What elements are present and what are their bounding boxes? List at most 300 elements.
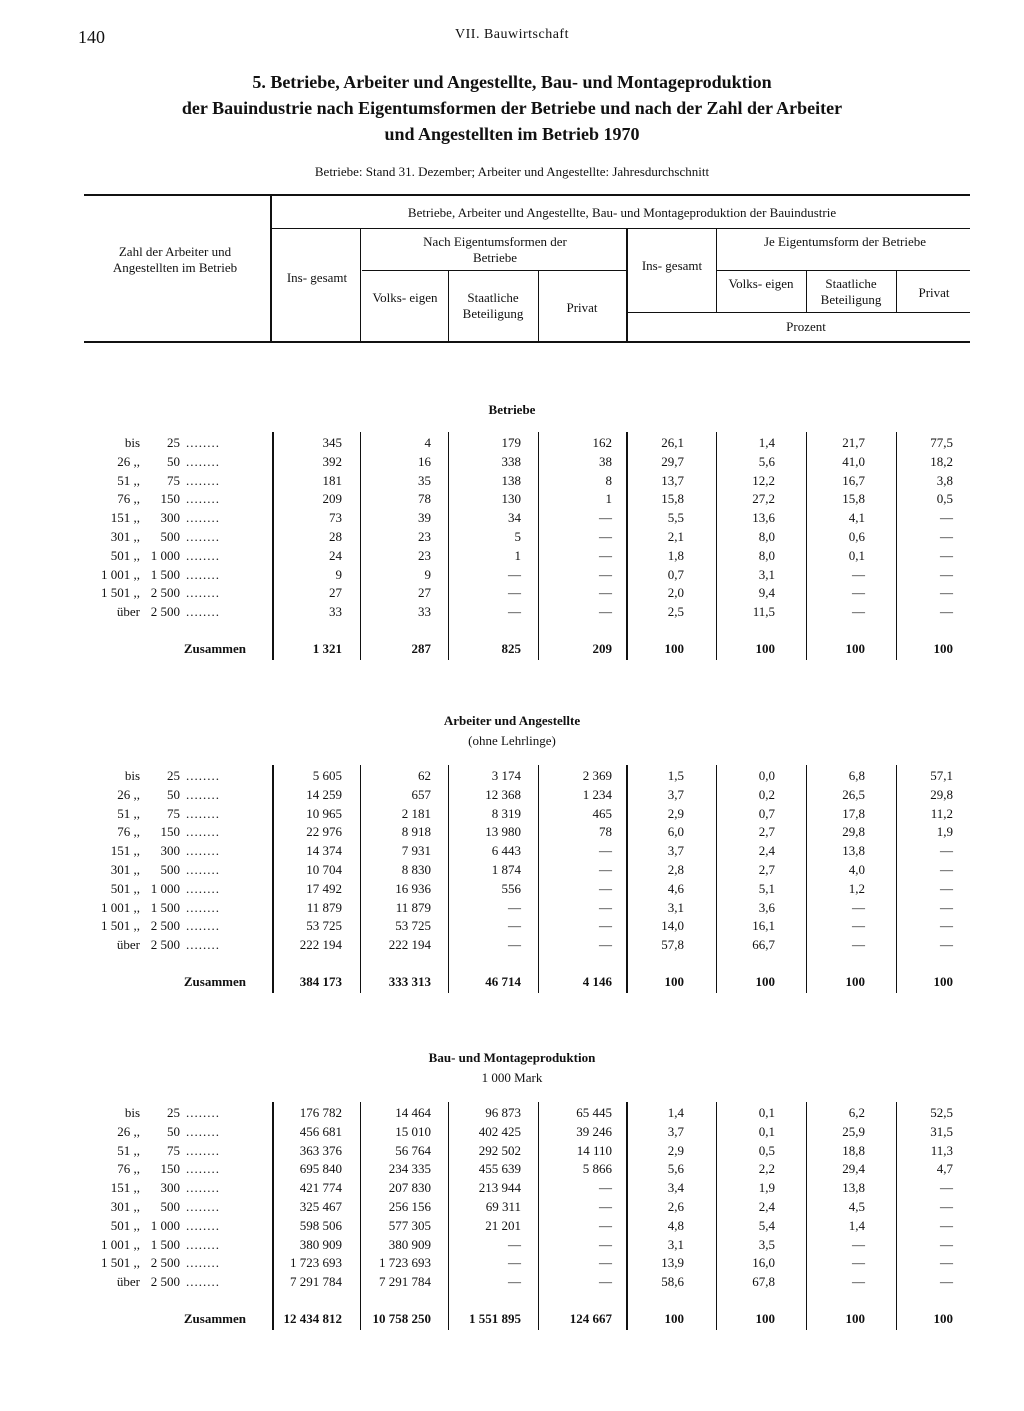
table-cell: 4 (424, 435, 431, 450)
row-label-to: 500 (160, 1199, 180, 1214)
table-cell: 1 723 693 (379, 1255, 431, 1271)
row-label-from: 1 001 ,, (101, 1236, 140, 1252)
table-cell: 0,6 (848, 529, 865, 544)
column-divider (272, 1102, 274, 1330)
table-cell: 695 840 (299, 1161, 342, 1177)
table-cell: 5 866 (582, 1161, 612, 1177)
table-cell: 21,7 (842, 435, 865, 450)
table-cell: 1,4 (758, 435, 775, 450)
row-label-to: 500 (160, 529, 180, 544)
table-row (0, 434, 1024, 452)
column-divider (360, 1102, 361, 1330)
table-cell: — (940, 1236, 953, 1252)
table-row (0, 1123, 1024, 1141)
table-cell: 28 (329, 529, 342, 544)
table-cell: — (508, 1236, 521, 1252)
table-cell: 3,1 (667, 899, 684, 915)
table-cell: 4,7 (936, 1161, 953, 1177)
table-cell: 0,2 (758, 786, 775, 802)
table-row (0, 1179, 1024, 1197)
table-cell: 209 (322, 491, 342, 507)
stub-header: Zahl der Arbeiter und Angestellten im Betrieb (112, 244, 238, 275)
row-label-to: 1 500 (150, 566, 180, 582)
total-cell: 100 (845, 641, 865, 656)
leader-dots: ........ (186, 1274, 220, 1290)
column-divider (360, 765, 361, 993)
leader-dots: ........ (186, 1180, 220, 1196)
table-cell: 3,7 (667, 786, 684, 802)
total-row (0, 973, 1024, 991)
table-cell: 21 201 (485, 1217, 521, 1233)
table-cell: 13,7 (661, 472, 684, 488)
table-cell: 18,8 (842, 1142, 865, 1158)
row-label-from: 1 501 ,, (101, 585, 140, 601)
header-divider (806, 270, 807, 312)
table-cell: 33 (418, 604, 431, 620)
table-cell: 15,8 (661, 491, 684, 507)
running-header: VII. Bauwirtschaft (455, 27, 569, 42)
prozent-rule (628, 312, 970, 313)
table-cell: 2,0 (667, 585, 684, 601)
table-cell: 455 639 (478, 1161, 521, 1177)
page-number: 140 (78, 27, 105, 47)
table-cell: 2 181 (401, 805, 431, 821)
table-cell: 33 (329, 604, 342, 620)
table-cell: 57,1 (930, 768, 953, 783)
column-divider (272, 765, 274, 993)
table-cell: 402 425 (478, 1123, 521, 1139)
table-cell: 5,1 (758, 880, 775, 896)
table-cell: 29,8 (930, 786, 953, 802)
col-volkseigen: Volks- eigen (372, 290, 438, 305)
column-divider (538, 432, 539, 660)
row-label-to: 150 (160, 1161, 180, 1177)
table-cell: 78 (418, 491, 431, 507)
row-label-from: 301 ,, (110, 862, 140, 877)
table-cell: 22 976 (306, 824, 342, 840)
table-cell: — (940, 547, 953, 563)
table-cell: 5,6 (667, 1161, 684, 1177)
table-cell: 7 931 (401, 843, 431, 859)
table-cell: — (599, 1217, 612, 1233)
row-label-from: bis (124, 435, 140, 450)
leader-dots: ........ (186, 768, 220, 783)
table-cell: — (852, 1255, 865, 1271)
table-cell: 1,4 (848, 1217, 865, 1233)
total-cell: 100 (933, 641, 953, 656)
leader-dots: ........ (186, 472, 220, 488)
row-label-from: 151 ,, (110, 843, 140, 859)
table-cell: 14 110 (576, 1142, 612, 1158)
table-cell: 465 (592, 805, 612, 821)
table-cell: 556 (501, 880, 521, 896)
table-cell: 14 374 (306, 843, 342, 859)
row-label-to: 1 500 (150, 899, 180, 915)
table-cell: 598 506 (299, 1217, 342, 1233)
table-cell: 363 376 (299, 1142, 342, 1158)
table-cell: 0,5 (758, 1142, 775, 1158)
row-label-from: 51 ,, (117, 1142, 140, 1158)
row-label-to: 2 500 (150, 604, 180, 620)
leader-dots: ........ (186, 453, 220, 469)
table-cell: 1 874 (491, 862, 521, 877)
total-cell: 100 (755, 1311, 775, 1326)
table-row (0, 917, 1024, 935)
leader-dots: ........ (186, 491, 220, 507)
leader-dots: ........ (186, 1236, 220, 1252)
table-cell: — (852, 585, 865, 601)
table-cell: — (599, 918, 612, 934)
row-label-to: 25 (167, 768, 180, 783)
header-divider (448, 270, 449, 341)
table-row (0, 528, 1024, 546)
table-cell: 3,1 (758, 566, 775, 582)
total-cell: 46 714 (485, 974, 521, 989)
leader-dots: ........ (186, 585, 220, 601)
table-cell: 15,8 (842, 491, 865, 507)
row-label-to: 75 (167, 472, 180, 488)
table-cell: — (508, 1255, 521, 1271)
leader-dots: ........ (186, 566, 220, 582)
total-cell: 100 (755, 974, 775, 989)
table-cell: 9 (424, 566, 431, 582)
total-cell: 124 667 (569, 1311, 612, 1326)
table-cell: 4,6 (667, 880, 684, 896)
table-cell: 5,5 (667, 510, 684, 526)
total-cell: 384 173 (299, 974, 342, 989)
table-cell: 3,8 (936, 472, 953, 488)
row-label-to: 2 500 (150, 1274, 180, 1290)
table-cell: 13,6 (752, 510, 775, 526)
table-cell: 27 (329, 585, 342, 601)
table-cell: — (599, 1180, 612, 1196)
row-label-to: 2 500 (150, 585, 180, 601)
table-row (0, 1217, 1024, 1235)
total-cell: 825 (501, 641, 521, 656)
leader-dots: ........ (186, 1105, 220, 1120)
table-cell: — (852, 1274, 865, 1290)
row-label-to: 25 (167, 435, 180, 450)
column-divider (716, 432, 717, 660)
row-label-to: 2 500 (150, 937, 180, 953)
leader-dots: ........ (186, 899, 220, 915)
leader-dots: ........ (186, 547, 220, 563)
table-cell: 256 156 (388, 1199, 431, 1214)
table-cell: 65 445 (576, 1105, 612, 1120)
row-label-to: 1 500 (150, 1236, 180, 1252)
column-divider (272, 432, 274, 660)
table-cell: 23 (418, 547, 431, 563)
row-label-to: 500 (160, 862, 180, 877)
row-label-from: 501 ,, (110, 1217, 140, 1233)
total-cell: 100 (755, 641, 775, 656)
table-cell: 222 194 (299, 937, 342, 953)
column-divider (448, 765, 449, 993)
table-cell: 657 (411, 786, 431, 802)
row-label-from: 26 ,, (117, 786, 140, 802)
table-cell: 2 369 (582, 768, 612, 783)
table-cell: 0,7 (667, 566, 684, 582)
table-cell: 29,4 (842, 1161, 865, 1177)
row-label-from: über (116, 1274, 140, 1290)
leader-dots: ........ (186, 786, 220, 802)
table-title-line-3: und Angestellten im Betrieb 1970 (384, 124, 640, 144)
table-cell: 8 918 (401, 824, 431, 840)
table-cell: 4,0 (848, 862, 865, 877)
table-cell: 41,0 (842, 453, 865, 469)
row-label-to: 1 000 (150, 880, 180, 896)
table-cell: 17,8 (842, 805, 865, 821)
table-row (0, 566, 1024, 584)
table-cell: 4,1 (848, 510, 865, 526)
table-cell: 6,2 (848, 1105, 865, 1120)
table-cell: 77,5 (930, 435, 953, 450)
table-cell: 78 (599, 824, 612, 840)
unit-prozent: Prozent (786, 319, 826, 334)
table-title-line-1: 5. Betriebe, Arbeiter und Angestellte, Bau- und Montageproduktion (252, 72, 772, 92)
table-cell: — (940, 937, 953, 953)
table-cell: 2,2 (758, 1161, 775, 1177)
row-label-from: 1 001 ,, (101, 566, 140, 582)
row-label-from: 151 ,, (110, 1180, 140, 1196)
table-cell: — (599, 1274, 612, 1290)
table-cell: 14,0 (661, 918, 684, 934)
table-cell: 0,0 (758, 768, 775, 783)
table-cell: 16,7 (842, 472, 865, 488)
row-label-to: 75 (167, 1142, 180, 1158)
table-cell: — (508, 1274, 521, 1290)
table-cell: 181 (322, 472, 342, 488)
table-cell: — (599, 604, 612, 620)
table-cell: — (508, 937, 521, 953)
total-cell: 100 (664, 974, 684, 989)
table-cell: 10 704 (306, 862, 342, 877)
table-cell: 3,6 (758, 899, 775, 915)
col-group-eigentum: Nach Eigentumsformen der Betriebe (423, 234, 567, 265)
row-label-from: 301 ,, (110, 529, 140, 544)
row-label-from: 51 ,, (117, 805, 140, 821)
table-cell: 2,1 (667, 529, 684, 544)
table-cell: 380 909 (388, 1236, 431, 1252)
table-cell: — (940, 1274, 953, 1290)
total-label: Zusammen (183, 1311, 246, 1326)
table-cell: — (852, 1236, 865, 1252)
table-cell: 11 879 (395, 899, 431, 915)
total-cell: 100 (933, 974, 953, 989)
section-note: (ohne Lehrlinge) (468, 733, 556, 748)
row-label-from: 501 ,, (110, 880, 140, 896)
table-cell: — (599, 529, 612, 544)
table-cell: 23 (418, 529, 431, 544)
table-cell: 5 (514, 529, 521, 544)
table-cell: 13,8 (842, 843, 865, 859)
table-cell: — (508, 585, 521, 601)
table-cell: 6 443 (491, 843, 521, 859)
table-cell: 39 (418, 510, 431, 526)
column-divider (538, 765, 539, 993)
table-cell: 16 936 (395, 880, 431, 896)
table-cell: 8,0 (758, 547, 775, 563)
table-cell: 1,5 (667, 768, 684, 783)
table-cell: — (852, 937, 865, 953)
table-cell: 5,6 (758, 453, 775, 469)
table-cell: 11,2 (930, 805, 953, 821)
row-label-from: 26 ,, (117, 1123, 140, 1139)
row-label-from: bis (124, 1105, 140, 1120)
eig-rule (362, 270, 626, 271)
total-cell: 100 (845, 974, 865, 989)
table-cell: — (940, 1217, 953, 1233)
table-cell: 3,7 (667, 1123, 684, 1139)
table-cell: — (940, 585, 953, 601)
row-label-from: 151 ,, (110, 510, 140, 526)
table-cell: — (852, 918, 865, 934)
section-title: Betriebe (488, 402, 536, 417)
table-cell: 38 (599, 453, 612, 469)
section-title: Bau- und Montageproduktion (428, 1050, 596, 1065)
table-row (0, 899, 1024, 917)
table-cell: 1,8 (667, 547, 684, 563)
total-cell: 12 434 812 (283, 1311, 342, 1326)
leader-dots: ........ (186, 1142, 220, 1158)
row-label-from: 76 ,, (117, 824, 140, 840)
table-cell: 2,7 (758, 824, 775, 840)
table-cell: 8 830 (401, 862, 431, 877)
table-cell: 6,8 (848, 768, 865, 783)
total-cell: 1 321 (312, 641, 342, 656)
total-row (0, 640, 1024, 658)
table-cell: 213 944 (478, 1180, 521, 1196)
column-divider (896, 765, 897, 993)
leader-dots: ........ (186, 824, 220, 840)
table-cell: — (940, 604, 953, 620)
table-cell: 12,2 (752, 472, 775, 488)
row-label-to: 50 (167, 786, 180, 802)
table-cell: 2,7 (758, 862, 775, 877)
table-row (0, 767, 1024, 785)
table-cell: 0,1 (758, 1123, 775, 1139)
table-cell: 11,5 (752, 604, 775, 620)
row-label-from: bis (124, 768, 140, 783)
table-cell: 456 681 (299, 1123, 342, 1139)
table-cell: — (599, 862, 612, 877)
row-label-to: 150 (160, 824, 180, 840)
table-cell: 5,4 (758, 1217, 775, 1233)
row-label-to: 1 000 (150, 1217, 180, 1233)
table-subtitle: Betriebe: Stand 31. Dezember; Arbeiter und Angestellte: Jahresdurchschnitt (314, 164, 710, 179)
column-divider (360, 432, 361, 660)
total-cell: 100 (933, 1311, 953, 1326)
table-cell: — (599, 937, 612, 953)
leader-dots: ........ (186, 435, 220, 450)
table-cell: 27 (418, 585, 431, 601)
table-cell: 67,8 (752, 1274, 775, 1290)
total-cell: 1 551 895 (469, 1311, 521, 1326)
table-cell: — (852, 604, 865, 620)
table-row (0, 1142, 1024, 1160)
table-cell: 14 259 (306, 786, 342, 802)
table-row (0, 1236, 1024, 1254)
column-divider (896, 1102, 897, 1330)
table-cell: — (940, 1199, 953, 1214)
leader-dots: ........ (186, 1161, 220, 1177)
row-label-to: 2 500 (150, 1255, 180, 1271)
table-cell: — (940, 1180, 953, 1196)
table-cell: 0,1 (758, 1105, 775, 1120)
header-top-rule (84, 194, 970, 196)
table-cell: — (599, 880, 612, 896)
total-label: Zusammen (183, 974, 246, 989)
table-cell: — (940, 510, 953, 526)
table-cell: 13,9 (661, 1255, 684, 1271)
table-cell: 8 (605, 472, 612, 488)
row-label-to: 1 000 (150, 547, 180, 563)
table-cell: 1 723 693 (290, 1255, 342, 1271)
row-label-to: 25 (167, 1105, 180, 1120)
table-cell: 3 174 (491, 768, 521, 783)
column-divider (448, 1102, 449, 1330)
row-label-to: 300 (160, 510, 180, 526)
table-cell: 56 764 (395, 1142, 431, 1158)
table-cell: 325 467 (299, 1199, 342, 1214)
table-cell: 234 335 (388, 1161, 431, 1177)
table-cell: 179 (501, 435, 521, 450)
table-cell: 29,7 (661, 453, 684, 469)
row-label-from: über (116, 604, 140, 620)
column-divider (806, 1102, 807, 1330)
column-divider (448, 432, 449, 660)
col-staatlich-pct: Staatliche Beteiligung (820, 276, 882, 307)
leader-dots: ........ (186, 843, 220, 859)
table-row (0, 603, 1024, 621)
table-cell: 5 605 (312, 768, 342, 783)
table-cell: 57,8 (661, 937, 684, 953)
table-cell: 130 (501, 491, 521, 507)
table-cell: 26,5 (842, 786, 865, 802)
table-cell: 66,7 (752, 937, 775, 953)
table-cell: 12 368 (485, 786, 521, 802)
table-cell: 1 234 (582, 786, 612, 802)
table-cell: — (940, 529, 953, 544)
table-cell: — (940, 880, 953, 896)
table-row (0, 805, 1024, 823)
table-cell: 15 010 (395, 1123, 431, 1139)
table-cell: 2,4 (758, 843, 775, 859)
stub-divider (270, 196, 272, 341)
header-divider (360, 228, 361, 341)
table-row (0, 842, 1024, 860)
table-cell: 27,2 (752, 491, 775, 507)
table-cell: 3,5 (758, 1236, 775, 1252)
table-cell: — (508, 566, 521, 582)
table-cell: 24 (329, 547, 342, 563)
leader-dots: ........ (186, 918, 220, 934)
table-cell: 73 (329, 510, 342, 526)
table-cell: 162 (592, 435, 612, 450)
table-cell: 1,9 (758, 1180, 775, 1196)
table-cell: 1,9 (936, 824, 953, 840)
table-cell: 11,3 (930, 1142, 953, 1158)
col-group-je-eigentum: Je Eigentumsform der Betriebe (763, 234, 927, 249)
header-bottom-rule (84, 341, 970, 343)
table-cell: 2,4 (758, 1199, 775, 1214)
table-cell: 13,8 (842, 1180, 865, 1196)
table-cell: — (852, 566, 865, 582)
table-cell: — (940, 918, 953, 934)
column-divider (716, 1102, 717, 1330)
row-label-from: 1 001 ,, (101, 899, 140, 915)
table-cell: 16 (418, 453, 431, 469)
